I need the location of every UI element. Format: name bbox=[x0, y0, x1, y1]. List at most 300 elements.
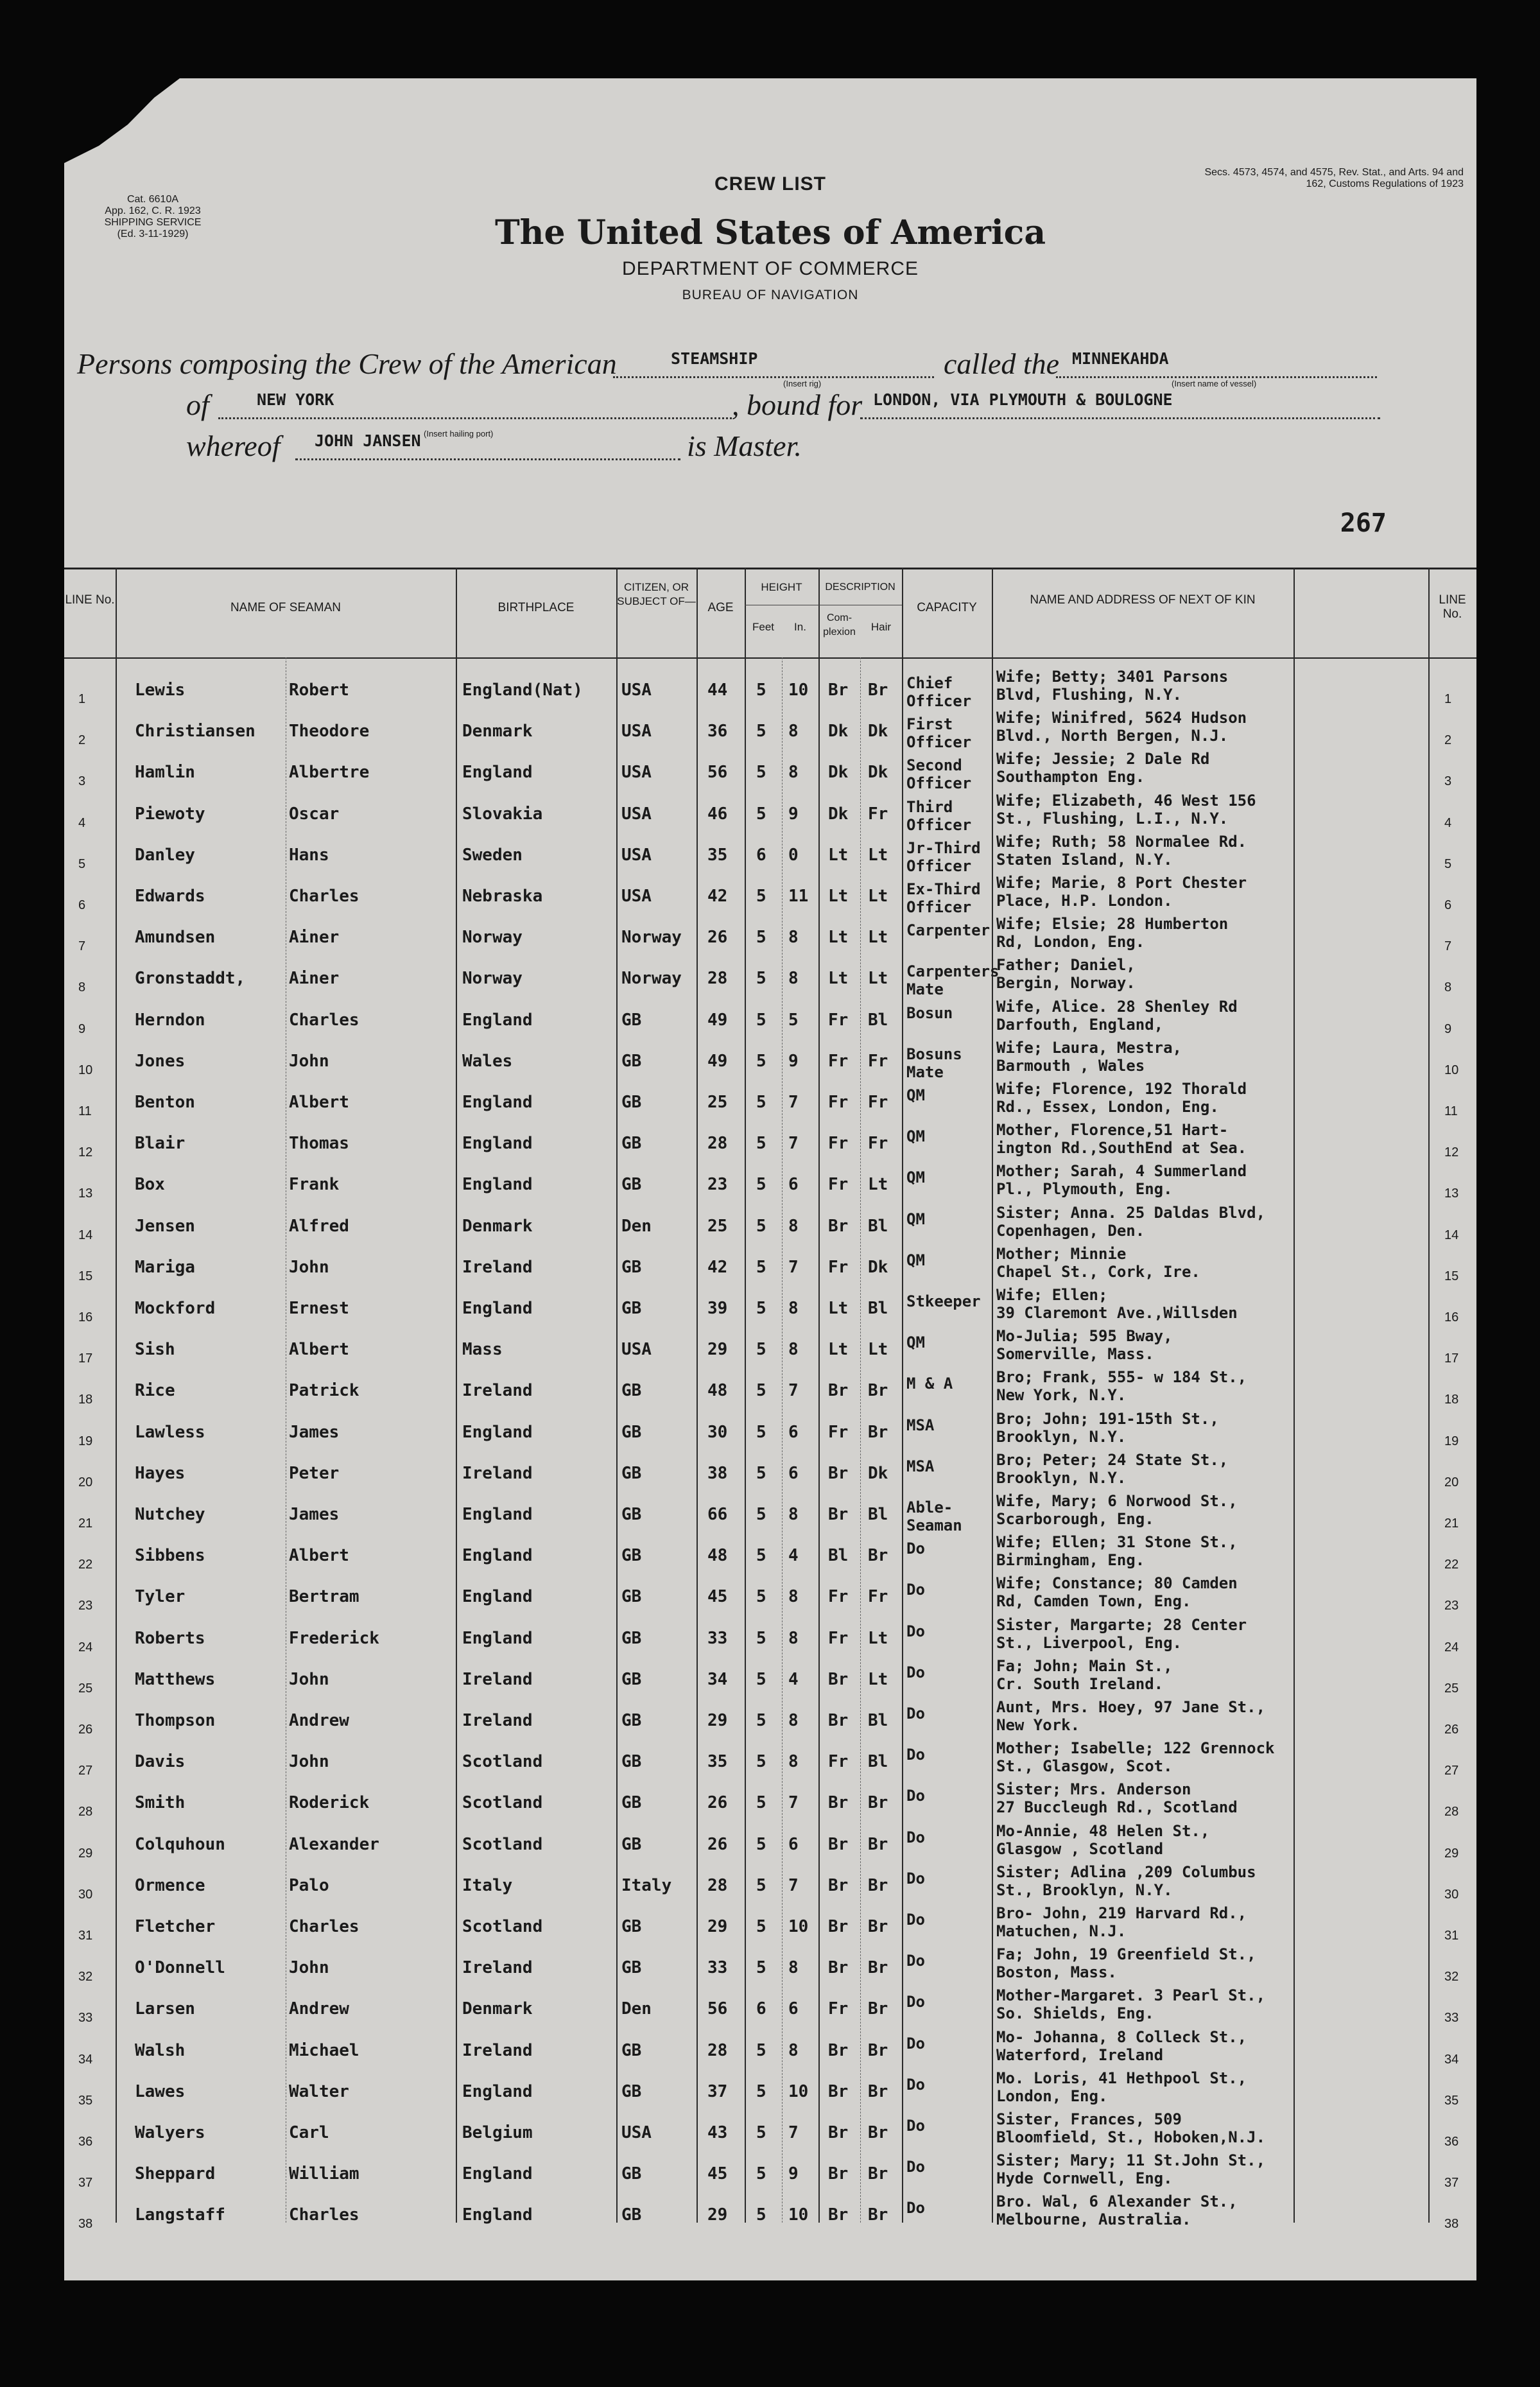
next-of-kin: Mother; Sarah, 4 Summerland Pl., Plymouth, Eng. bbox=[996, 1162, 1247, 1199]
capacity: Jr-Third Officer bbox=[906, 838, 981, 875]
complexion: Lt bbox=[828, 969, 849, 989]
seaman-given-name: Carl bbox=[289, 2123, 329, 2142]
hair-color: Dk bbox=[868, 1463, 888, 1483]
table-row bbox=[64, 1286, 1476, 1336]
height-feet: 5 bbox=[756, 2040, 766, 2060]
line-number: 36 bbox=[78, 2135, 93, 2149]
height-inches: 8 bbox=[788, 722, 799, 742]
hair-color: Br bbox=[868, 2081, 888, 2101]
capacity: Do bbox=[906, 2158, 925, 2176]
height-feet: 5 bbox=[756, 1010, 766, 1030]
hair-color: Br bbox=[868, 2164, 888, 2184]
complexion: Br bbox=[828, 1463, 849, 1483]
seaman-surname: Mockford bbox=[135, 1299, 216, 1318]
seaman-given-name: Bertram bbox=[289, 1587, 359, 1607]
capacity: Do bbox=[906, 1869, 925, 1888]
age: 46 bbox=[707, 804, 728, 824]
hair-color: Lt bbox=[868, 1628, 888, 1648]
height-inches: 8 bbox=[788, 763, 799, 783]
line-number: 6 bbox=[78, 898, 86, 912]
capacity: Second Officer bbox=[906, 756, 972, 793]
age: 30 bbox=[707, 1422, 728, 1442]
form-title: CREW LIST bbox=[714, 173, 826, 195]
citizenship: USA bbox=[621, 1340, 652, 1360]
age: 29 bbox=[707, 1340, 728, 1360]
seaman-surname: Mariga bbox=[135, 1257, 195, 1277]
capacity: Able- Seaman bbox=[906, 1498, 962, 1534]
height-feet: 5 bbox=[756, 969, 766, 989]
height-inches: 10 bbox=[788, 1917, 809, 1936]
complexion: Br bbox=[828, 2123, 849, 2142]
seaman-surname: Rice bbox=[135, 1381, 175, 1401]
table-row bbox=[64, 668, 1476, 718]
line-number-right: 21 bbox=[1444, 1516, 1459, 1531]
seaman-surname: Davis bbox=[135, 1752, 186, 1772]
of-label: of bbox=[186, 388, 209, 421]
height-inches: 0 bbox=[788, 845, 799, 865]
next-of-kin: Wife; Marie, 8 Port Chester Place, H.P. London. bbox=[996, 874, 1247, 910]
capacity: Do bbox=[906, 1828, 925, 1846]
line-number-right: 33 bbox=[1444, 2011, 1459, 2026]
birthplace: England bbox=[462, 1546, 533, 1566]
seaman-given-name: Ainer bbox=[289, 969, 340, 989]
age: 28 bbox=[707, 1134, 728, 1154]
capacity: MSA bbox=[906, 1416, 935, 1434]
table-row bbox=[64, 750, 1476, 800]
port-hint: (Insert hailing port) bbox=[424, 429, 494, 438]
hair-color: Br bbox=[868, 1999, 888, 2019]
height-feet: 5 bbox=[756, 2081, 766, 2101]
capacity: Do bbox=[906, 2034, 925, 2053]
line-number-right: 17 bbox=[1444, 1351, 1459, 1366]
hair-color: Br bbox=[868, 1875, 888, 1895]
seaman-given-name: Ernest bbox=[289, 1299, 349, 1318]
hair-color: Bl bbox=[868, 1216, 888, 1236]
hair-color: Br bbox=[868, 2123, 888, 2142]
complexion: Br bbox=[828, 1381, 849, 1401]
line-number-right: 1 bbox=[1444, 692, 1452, 706]
line-number-right: 35 bbox=[1444, 2093, 1459, 2108]
table-row bbox=[64, 1080, 1476, 1130]
age: 25 bbox=[707, 1216, 728, 1236]
hair-color: Br bbox=[868, 1546, 888, 1566]
complexion: Br bbox=[828, 1875, 849, 1895]
height-feet: 5 bbox=[756, 681, 766, 700]
age: 37 bbox=[707, 2081, 728, 2101]
seaman-surname: Matthews bbox=[135, 1669, 216, 1689]
citizenship: Norway bbox=[621, 928, 682, 948]
line-number: 29 bbox=[78, 1846, 93, 1861]
hair-color: Lt bbox=[868, 845, 888, 865]
age: 49 bbox=[707, 1010, 728, 1030]
height-feet: 5 bbox=[756, 1669, 766, 1689]
citizenship: GB bbox=[621, 1711, 642, 1730]
citizenship: GB bbox=[621, 1587, 642, 1607]
capacity: Do bbox=[906, 1581, 925, 1599]
capacity: Do bbox=[906, 1911, 925, 1929]
next-of-kin: Bro; John; 191-15th St., Brooklyn, N.Y. bbox=[996, 1409, 1219, 1446]
header-line-no: LINE No. bbox=[65, 593, 115, 607]
table-row bbox=[64, 997, 1476, 1048]
hair-color: Bl bbox=[868, 1010, 888, 1030]
table-row bbox=[64, 1986, 1476, 2036]
next-of-kin: Mother, Florence,51 Hart- ington Rd.,SouthEnd at Sea. bbox=[996, 1121, 1247, 1158]
whereof-label: whereof bbox=[186, 430, 281, 462]
height-inches: 8 bbox=[788, 2040, 799, 2060]
line-number: 28 bbox=[78, 1805, 93, 1819]
citizenship: Norway bbox=[621, 969, 682, 989]
seaman-given-name: Oscar bbox=[289, 804, 340, 824]
birthplace: Scotland bbox=[462, 1752, 543, 1772]
table-row bbox=[64, 1244, 1476, 1295]
line-number: 38 bbox=[78, 2217, 93, 2232]
age: 35 bbox=[707, 1752, 728, 1772]
hair-color: Bl bbox=[868, 1752, 888, 1772]
crew-list-document bbox=[64, 78, 1476, 2280]
rig-value: STEAMSHIP bbox=[671, 349, 758, 368]
line-number: 3 bbox=[78, 774, 86, 789]
line-number-right: 16 bbox=[1444, 1310, 1459, 1324]
seaman-given-name: James bbox=[289, 1505, 340, 1524]
seaman-given-name: Albertre bbox=[289, 763, 370, 783]
height-feet: 5 bbox=[756, 1793, 766, 1813]
height-feet: 5 bbox=[756, 2123, 766, 2142]
birthplace: Scotland bbox=[462, 1793, 543, 1813]
age: 48 bbox=[707, 1546, 728, 1566]
seaman-given-name: Albert bbox=[289, 1340, 349, 1360]
header-hair: Hair bbox=[870, 621, 892, 633]
complexion: Fr bbox=[828, 1093, 849, 1112]
next-of-kin: Wife; Winifred, 5624 Hudson Blvd., North Bergen, N.J. bbox=[996, 709, 1247, 745]
line-number: 14 bbox=[78, 1228, 93, 1242]
line-number-right: 13 bbox=[1444, 1186, 1459, 1201]
height-feet: 5 bbox=[756, 1463, 766, 1483]
complexion: Br bbox=[828, 1505, 849, 1524]
citizenship: GB bbox=[621, 1299, 642, 1318]
citizenship: USA bbox=[621, 2123, 652, 2142]
header-next-of-kin: NAME AND ADDRESS OF NEXT OF KIN bbox=[1030, 593, 1256, 607]
line-number-right: 20 bbox=[1444, 1475, 1459, 1489]
next-of-kin: Sister, Margarte; 28 Center St., Liverpool, Eng. bbox=[996, 1615, 1247, 1652]
citizenship: USA bbox=[621, 763, 652, 783]
rig-hint: (Insert rig) bbox=[783, 379, 822, 388]
height-feet: 5 bbox=[756, 1834, 766, 1854]
capacity: QM bbox=[906, 1210, 925, 1228]
line-number: 31 bbox=[78, 1929, 93, 1943]
hair-color: Dk bbox=[868, 722, 888, 742]
capacity: Third Officer bbox=[906, 797, 972, 834]
capacity: QM bbox=[906, 1251, 925, 1269]
capacity: QM bbox=[906, 1333, 925, 1352]
age: 43 bbox=[707, 2123, 728, 2142]
birthplace: Denmark bbox=[462, 1999, 533, 2019]
seaman-surname: Piewoty bbox=[135, 804, 205, 824]
next-of-kin: Mo- Johanna, 8 Colleck St., Waterford, Ireland bbox=[996, 2027, 1247, 2064]
header-description: DESCRIPTION bbox=[825, 582, 895, 593]
seaman-given-name: Palo bbox=[289, 1875, 329, 1895]
line-number: 33 bbox=[78, 2011, 93, 2026]
citizenship: Italy bbox=[621, 1875, 672, 1895]
hair-color: Bl bbox=[868, 1505, 888, 1524]
age: 49 bbox=[707, 1051, 728, 1071]
hair-color: Lt bbox=[868, 887, 888, 906]
height-inches: 6 bbox=[788, 1834, 799, 1854]
line-number-right: 31 bbox=[1444, 1929, 1459, 1943]
birthplace: Scotland bbox=[462, 1917, 543, 1936]
citizenship: GB bbox=[621, 1422, 642, 1442]
seaman-given-name: Michael bbox=[289, 2040, 359, 2060]
header-capacity: CAPACITY bbox=[917, 601, 977, 614]
line-number: 26 bbox=[78, 1723, 93, 1737]
seaman-surname: Fletcher bbox=[135, 1917, 216, 1936]
birthplace: England bbox=[462, 1299, 533, 1318]
citizenship: GB bbox=[621, 1463, 642, 1483]
height-inches: 9 bbox=[788, 1051, 799, 1071]
seaman-surname: Colquhoun bbox=[135, 1834, 225, 1854]
capacity: Bosuns Mate bbox=[906, 1045, 962, 1081]
line-number-right: 27 bbox=[1444, 1764, 1459, 1778]
line-number: 11 bbox=[78, 1104, 92, 1118]
manifest-number: 267 bbox=[1340, 508, 1387, 538]
seaman-surname: Hamlin bbox=[135, 763, 195, 783]
citizenship: GB bbox=[621, 1546, 642, 1566]
height-inches: 9 bbox=[788, 804, 799, 824]
capacity: Do bbox=[906, 1787, 925, 1805]
height-feet: 5 bbox=[756, 722, 766, 742]
birthplace: Ireland bbox=[462, 2040, 533, 2060]
age: 33 bbox=[707, 1628, 728, 1648]
table-row bbox=[64, 1904, 1476, 1954]
seaman-given-name: Ainer bbox=[289, 928, 340, 948]
line-number: 12 bbox=[78, 1145, 93, 1160]
seaman-surname: Sibbens bbox=[135, 1546, 205, 1566]
birthplace: England bbox=[462, 1010, 533, 1030]
table-row bbox=[64, 1862, 1476, 1913]
height-inches: 8 bbox=[788, 1958, 799, 1978]
seaman-surname: Walyers bbox=[135, 2123, 205, 2142]
age: 26 bbox=[707, 1793, 728, 1813]
line-number-right: 30 bbox=[1444, 1887, 1459, 1902]
line-number-right: 5 bbox=[1444, 856, 1452, 871]
height-feet: 5 bbox=[756, 1587, 766, 1607]
citizenship: GB bbox=[621, 1628, 642, 1648]
seaman-surname: Herndon bbox=[135, 1010, 205, 1030]
birthplace: Belgium bbox=[462, 2123, 533, 2142]
birthplace: Ireland bbox=[462, 1711, 533, 1730]
next-of-kin: Wife; Laura, Mestra, Barmouth , Wales bbox=[996, 1038, 1182, 1075]
line-number: 30 bbox=[78, 1887, 93, 1902]
citizenship: USA bbox=[621, 681, 652, 700]
complexion: Lt bbox=[828, 928, 849, 948]
seaman-given-name: Roderick bbox=[289, 1793, 370, 1813]
height-inches: 8 bbox=[788, 1216, 799, 1236]
next-of-kin: Mother; Minnie Chapel St., Cork, Ire. bbox=[996, 1244, 1200, 1281]
is-master-label: is Master. bbox=[687, 430, 802, 462]
seaman-given-name: William bbox=[289, 2164, 359, 2184]
capacity: First Officer bbox=[906, 715, 972, 752]
age: 45 bbox=[707, 1587, 728, 1607]
hair-color: Br bbox=[868, 2205, 888, 2225]
capacity: QM bbox=[906, 1086, 925, 1104]
height-inches: 8 bbox=[788, 1340, 799, 1360]
hair-color: Br bbox=[868, 1381, 888, 1401]
line-number: 7 bbox=[78, 939, 86, 954]
line-number-right: 9 bbox=[1444, 1021, 1452, 1036]
line-number-right: 10 bbox=[1444, 1063, 1459, 1077]
complexion: Br bbox=[828, 2205, 849, 2225]
seaman-surname: Tyler bbox=[135, 1587, 186, 1607]
height-feet: 5 bbox=[756, 2205, 766, 2225]
port-underline bbox=[218, 417, 732, 419]
capacity: Ex-Third Officer bbox=[906, 880, 981, 916]
table-row bbox=[64, 1492, 1476, 1542]
height-inches: 7 bbox=[788, 1381, 799, 1401]
complexion: Br bbox=[828, 2164, 849, 2184]
citizenship: GB bbox=[621, 1958, 642, 1978]
next-of-kin: Wife; Jessie; 2 Dale Rd Southampton Eng. bbox=[996, 750, 1210, 786]
age: 44 bbox=[707, 681, 728, 700]
capacity: Do bbox=[906, 1540, 925, 1558]
height-feet: 5 bbox=[756, 1505, 766, 1524]
next-of-kin: Sister, Frances, 509 Bloomfield, St., Hoboken,N.J. bbox=[996, 2110, 1266, 2146]
table-row bbox=[64, 832, 1476, 883]
height-feet: 5 bbox=[756, 1711, 766, 1730]
height-feet: 5 bbox=[756, 1958, 766, 1978]
birthplace: England bbox=[462, 1587, 533, 1607]
height-inches: 6 bbox=[788, 1999, 799, 2019]
height-inches: 6 bbox=[788, 1463, 799, 1483]
header-height: HEIGHT bbox=[761, 581, 802, 593]
complexion: Dk bbox=[828, 804, 849, 824]
line-number-right: 25 bbox=[1444, 1681, 1459, 1696]
complexion: Lt bbox=[828, 1340, 849, 1360]
height-inches: 6 bbox=[788, 1175, 799, 1195]
line-number: 35 bbox=[78, 2093, 93, 2108]
citizenship: GB bbox=[621, 2205, 642, 2225]
capacity: Carpenters Mate bbox=[906, 962, 999, 999]
height-inches: 9 bbox=[788, 2164, 799, 2184]
table-row bbox=[64, 1450, 1476, 1501]
seaman-given-name: Frank bbox=[289, 1175, 340, 1195]
capacity: Stkeeper bbox=[906, 1292, 981, 1310]
called-the-label: called the bbox=[944, 347, 1060, 380]
seaman-given-name: James bbox=[289, 1422, 340, 1442]
hair-color: Br bbox=[868, 681, 888, 700]
height-feet: 5 bbox=[756, 1216, 766, 1236]
line-number: 17 bbox=[78, 1351, 93, 1366]
line-number: 16 bbox=[78, 1310, 93, 1324]
next-of-kin: Sister; Adlina ,209 Columbus St., Brooklyn, N.Y. bbox=[996, 1862, 1256, 1899]
age: 45 bbox=[707, 2164, 728, 2184]
height-feet: 5 bbox=[756, 928, 766, 948]
next-of-kin: Fa; John; Main St., Cr. South Ireland. bbox=[996, 1656, 1173, 1693]
age: 26 bbox=[707, 1834, 728, 1854]
next-of-kin: Mo-Annie, 48 Helen St., Glasgow , Scotland bbox=[996, 1821, 1210, 1858]
next-of-kin: Wife, Alice. 28 Shenley Rd Darfouth, England, bbox=[996, 997, 1238, 1034]
citizenship: GB bbox=[621, 1381, 642, 1401]
height-inches: 6 bbox=[788, 1422, 799, 1442]
seaman-given-name: Walter bbox=[289, 2081, 349, 2101]
hair-color: Br bbox=[868, 1958, 888, 1978]
hair-color: Br bbox=[868, 1793, 888, 1813]
height-inches: 11 bbox=[788, 887, 809, 906]
next-of-kin: Wife; Elizabeth, 46 West 156 St., Flushing, L.I., N.Y. bbox=[996, 791, 1256, 828]
seaman-given-name: Hans bbox=[289, 845, 329, 865]
age: 35 bbox=[707, 845, 728, 865]
vessel-underline bbox=[1056, 376, 1377, 378]
table-row bbox=[64, 1574, 1476, 1624]
seaman-surname: Blair bbox=[135, 1134, 186, 1154]
table-row bbox=[64, 1203, 1476, 1254]
complexion: Lt bbox=[828, 845, 849, 865]
line-number-right: 32 bbox=[1444, 1970, 1459, 1984]
height-feet: 5 bbox=[756, 1381, 766, 1401]
height-inches: 5 bbox=[788, 1010, 799, 1030]
line-number-right: 7 bbox=[1444, 939, 1452, 954]
next-of-kin: Bro; Frank, 555- w 184 St., New York, N.Y. bbox=[996, 1368, 1247, 1405]
department-heading: DEPARTMENT OF COMMERCE bbox=[621, 258, 919, 279]
seaman-surname: Amundsen bbox=[135, 928, 216, 948]
line-number: 5 bbox=[78, 856, 86, 871]
birthplace: Italy bbox=[462, 1875, 513, 1895]
seaman-surname: Edwards bbox=[135, 887, 205, 906]
complexion: Br bbox=[828, 1711, 849, 1730]
form-code: Cat. 6610A App. 162, C. R. 1923 SHIPPING SERVICE (Ed. 3-11-1929) bbox=[104, 194, 202, 239]
capacity: Do bbox=[906, 1993, 925, 2011]
table-row bbox=[64, 956, 1476, 1006]
height-inches: 7 bbox=[788, 2123, 799, 2142]
birthplace: Sweden bbox=[462, 845, 523, 865]
table-row bbox=[64, 2192, 1476, 2243]
complexion: Br bbox=[828, 2040, 849, 2060]
complexion: Br bbox=[828, 1834, 849, 1854]
hair-color: Br bbox=[868, 2040, 888, 2060]
line-number-right: 11 bbox=[1444, 1104, 1458, 1118]
capacity: Do bbox=[906, 2075, 925, 2094]
age: 28 bbox=[707, 969, 728, 989]
line-number: 9 bbox=[78, 1021, 86, 1036]
complexion: Fr bbox=[828, 1051, 849, 1071]
birthplace: England bbox=[462, 1093, 533, 1112]
birthplace: Nebraska bbox=[462, 887, 543, 906]
line-number-right: 34 bbox=[1444, 2052, 1459, 2067]
complexion: Dk bbox=[828, 763, 849, 783]
height-inches: 8 bbox=[788, 1587, 799, 1607]
capacity: Do bbox=[906, 1952, 925, 1970]
hair-color: Fr bbox=[868, 1587, 888, 1607]
age: 66 bbox=[707, 1505, 728, 1524]
birthplace: Ireland bbox=[462, 1381, 533, 1401]
complexion: Fr bbox=[828, 1134, 849, 1154]
complexion: Fr bbox=[828, 1175, 849, 1195]
master-underline bbox=[295, 458, 680, 460]
age: 48 bbox=[707, 1381, 728, 1401]
citizenship: GB bbox=[621, 1793, 642, 1813]
next-of-kin: Mo. Loris, 41 Hethpool St., London, Eng. bbox=[996, 2069, 1247, 2105]
complexion: Fr bbox=[828, 1999, 849, 2019]
vessel-hint: (Insert name of vessel) bbox=[1172, 379, 1257, 388]
citizenship: GB bbox=[621, 1834, 642, 1854]
citizenship: GB bbox=[621, 1051, 642, 1071]
seaman-given-name: Theodore bbox=[289, 722, 370, 742]
height-feet: 5 bbox=[756, 1752, 766, 1772]
header-name: NAME OF SEAMAN bbox=[230, 601, 342, 614]
table-row bbox=[64, 791, 1476, 842]
line-number: 34 bbox=[78, 2052, 93, 2067]
seaman-surname: Lawes bbox=[135, 2081, 186, 2101]
torn-corner bbox=[64, 78, 180, 175]
complexion: Fr bbox=[828, 1628, 849, 1648]
